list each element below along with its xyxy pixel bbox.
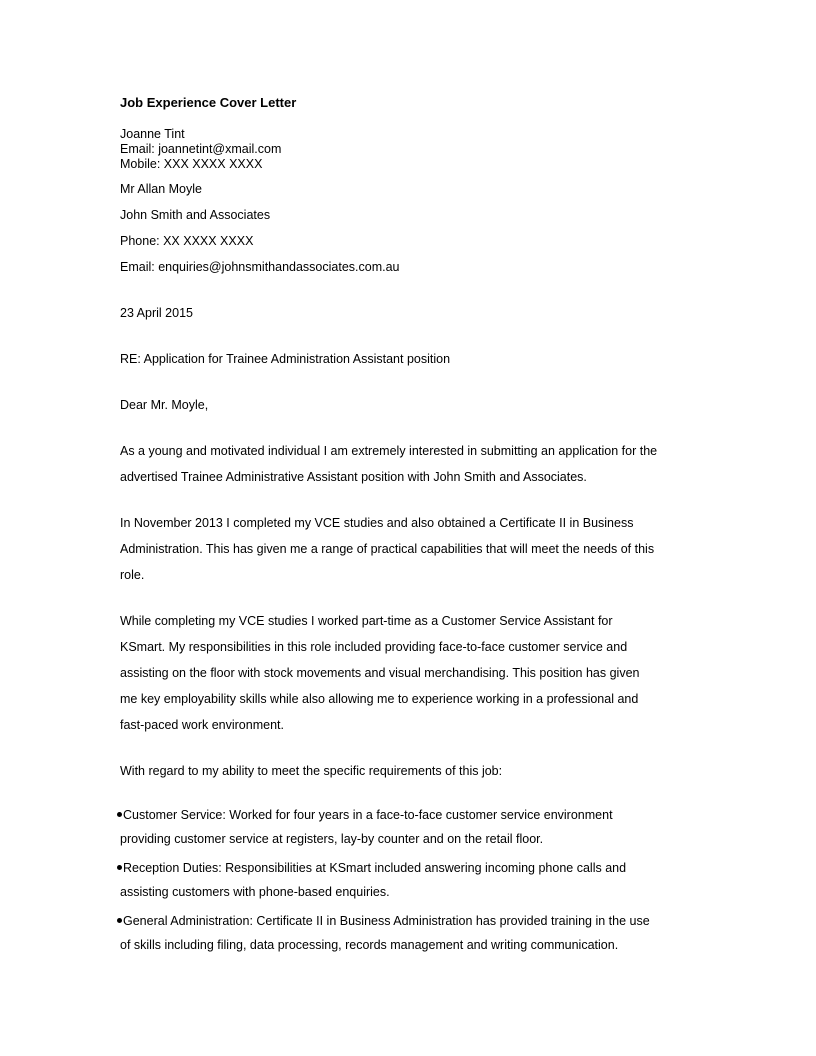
bullet-item (117, 861, 626, 876)
bullet-dot-icon (117, 865, 122, 870)
paragraph-line: With regard to my ability to meet the specific requirements of this job: (120, 764, 503, 778)
recipient-phone: Phone: XX XXXX XXXX (120, 234, 254, 248)
recipient-company: John Smith and Associates (120, 208, 271, 222)
paragraph-line: KSmart. My responsibilities in this role included providing face-to-face customer service and (120, 640, 628, 654)
document-title: Job Experience Cover Letter (120, 95, 297, 110)
letter-date: 23 April 2015 (120, 306, 193, 320)
salutation: Dear Mr. Moyle, (120, 398, 209, 412)
sender-name: Joanne Tint (120, 127, 185, 141)
sender-email: Email: joannetint@xmail.com (120, 142, 282, 156)
bullet-line: Reception Duties: Responsibilities at KSmart included answering incoming phone calls and (123, 861, 627, 875)
paragraph-line: As a young and motivated individual I am extremely interested in submitting an application for the (120, 444, 658, 458)
paragraph-line: role. (120, 568, 145, 582)
bullet-line: Customer Service: Worked for four years in a face-to-face customer service environment (123, 808, 613, 822)
bullet-item (117, 808, 613, 823)
paragraph-line: me key employability skills while also allowing me to experience working in a professional and (120, 692, 639, 706)
sender-mobile: Mobile: XXX XXXX XXXX (120, 157, 263, 171)
bullet-line: General Administration: Certificate II in Business Administration has provided training in the use (123, 914, 650, 928)
bullet-continuation: of skills including filing, data processing, records management and writing communication. (120, 938, 619, 952)
recipient-email: Email: enquiries@johnsmithandassociates.com.au (120, 260, 400, 274)
bullet-dot-icon (117, 918, 122, 923)
bullet-dot-icon (117, 812, 122, 817)
letter-subject: RE: Application for Trainee Administration Assistant position (120, 352, 451, 366)
paragraph-line: advertised Trainee Administrative Assistant position with John Smith and Associates. (120, 470, 587, 484)
bullet-item (117, 914, 650, 929)
paragraph-line: Administration. This has given me a range of practical capabilities that will meet the needs of this (120, 542, 655, 556)
paragraph-line: While completing my VCE studies I worked part-time as a Customer Service Assistant for (120, 614, 613, 628)
paragraph-line: fast-paced work environment. (120, 718, 284, 732)
bullet-continuation: providing customer service at registers, lay-by counter and on the retail floor. (120, 832, 544, 846)
bullet-continuation: assisting customers with phone-based enquiries. (120, 885, 390, 899)
paragraph-line: assisting on the floor with stock movements and visual merchandising. This position has given (120, 666, 640, 680)
paragraph-line: In November 2013 I completed my VCE studies and also obtained a Certificate II in Business (120, 516, 634, 530)
recipient-name: Mr Allan Moyle (120, 182, 202, 196)
